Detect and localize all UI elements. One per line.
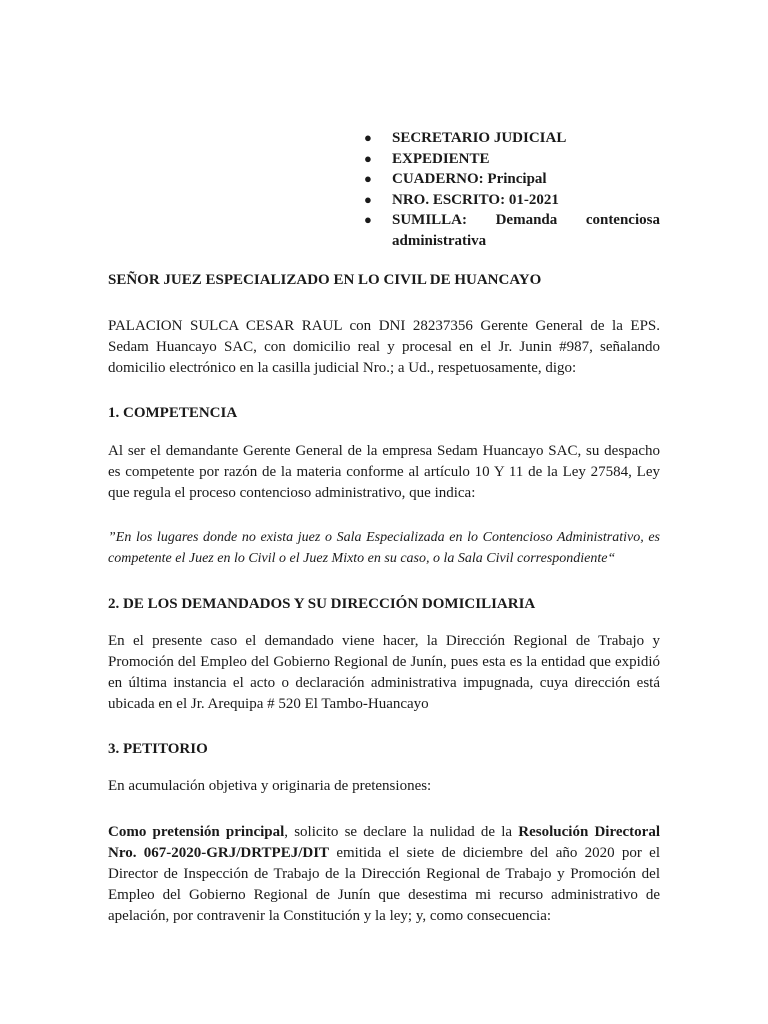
bullet-icon: ● (364, 171, 372, 186)
section-1-title: 1. COMPETENCIA (108, 405, 238, 421)
header-item (364, 149, 660, 170)
resolution-reference-bold: Resolución Directoral Nro. 067-2020-GRJ/DRTPEJ/DIT (108, 824, 660, 861)
header-item-text: CUADERNO: Principal (392, 171, 547, 187)
header-bullet-list (364, 128, 660, 251)
header-item-text: SECRETARIO JUDICIAL (392, 130, 567, 146)
header-item-text: EXPEDIENTE (392, 150, 490, 167)
section-3-title: 3. PETITORIO (108, 741, 208, 757)
header-item-text: NRO. ESCRITO: 01-2021 (392, 191, 559, 208)
sumilla-word-2: contenciosa (585, 212, 660, 228)
header-item (364, 190, 660, 211)
section-1-body: Al ser el demandante Gerente General de la empresa Sedam Huancayo SAC, su despacho es competente por razón de la materia conforme al artículo 10 Y 11 de la Ley 27584, Ley que regula el proceso contencioso administrativo, que indica: (108, 443, 660, 501)
section-2-title: 2. DE LOS DEMANDADOS Y SU DIRECCIÓN DOMICILIARIA (108, 596, 536, 612)
bullet-icon: ● (364, 212, 372, 227)
section-3-principal-paragraph (108, 822, 660, 927)
section-2-body: En el presente caso el demandado viene hacer, la Dirección Regional de Trabajo y Promoción del Empleo del Gobierno Regional de Junín, pues esta es la entidad que expidió en última instancia el acto o declaración administrativa impugnada, cuya dirección está ubicada en el Jr. Arequipa # 520 El Tambo-Huancayo (108, 633, 660, 712)
header-item-sumilla (364, 210, 660, 251)
header-item (364, 169, 660, 190)
sumilla-line-1 (392, 210, 660, 231)
principal-text-1: , solicito se declare la nulidad de la (284, 824, 519, 840)
intro-paragraph: PALACION SULCA CESAR RAUL con DNI 28237356 Gerente General de la EPS. Sedam Huancayo SAC, con domicilio real y procesal en el Jr. Junin #987, señalando domicilio electrónico en la casilla judicial Nro.; a Ud., respetuosamente, digo: (108, 318, 660, 376)
sumilla-label: SUMILLA: (392, 212, 468, 228)
principal-lead-bold: Como pretensión principal (108, 824, 285, 840)
addressee-heading: SEÑOR JUEZ ESPECIALIZADO EN LO CIVIL DE HUANCAYO (108, 272, 542, 288)
sumilla-line-2: administrativa (392, 232, 487, 249)
section-1-quote: ”En los lugares donde no exista juez o Sala Especializada en lo Contencioso Administrativo, es competente el Juez en lo Civil o el Juez Mixto en su caso, o la Sala Civil correspondiente“ (108, 530, 660, 566)
bullet-icon: ● (364, 150, 372, 166)
header-item (364, 128, 660, 149)
bullet-icon: ● (364, 130, 372, 145)
bullet-icon: ● (364, 191, 372, 207)
section-3-intro: En acumulación objetiva y originaria de pretensiones: (108, 778, 432, 794)
principal-text-2: emitida el siete de diciembre del año 2020 por el Director de Inspección de Trabajo de la Dirección Regional de Trabajo y Promoción del Empleo del Gobierno Regional de Junín que desestima mi recurso administrativo de apelación, por contravenir la Constitución y la ley; y, como consecuencia: (108, 845, 661, 924)
sumilla-word-1: Demanda (495, 212, 558, 228)
